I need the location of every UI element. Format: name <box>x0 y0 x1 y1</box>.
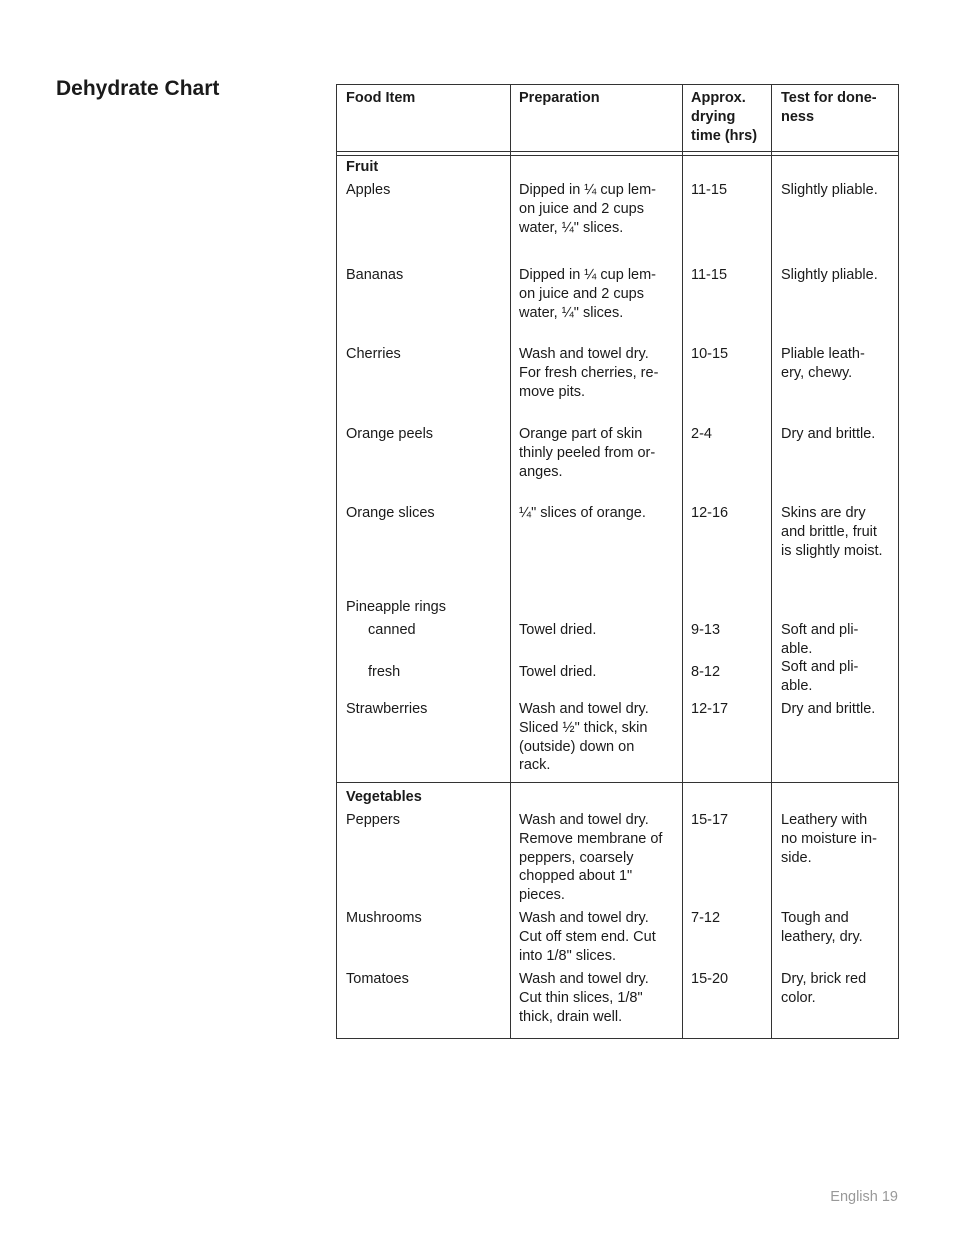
food-item-name: Mushrooms <box>346 910 422 926</box>
header-rule <box>337 155 898 156</box>
preparation-text: Towel dried. <box>519 664 597 680</box>
food-item-subname: canned <box>368 622 416 638</box>
drying-time: 11-15 <box>691 267 728 283</box>
doneness-test: Dry and brittle. <box>781 701 876 717</box>
preparation-text: ¼" slices of orange. <box>519 505 646 521</box>
doneness-test: Slightly pliable. <box>781 267 878 283</box>
preparation-text: Orange part of skin thinly peeled from or- anges. <box>519 426 656 480</box>
drying-time: 12-17 <box>691 701 729 717</box>
preparation-text: Wash and towel dry. Remove membrane of peppers, coarsely chopped about 1" pieces. <box>519 812 663 904</box>
preparation-text: Wash and towel dry. Cut thin slices, 1/8" thick, drain well. <box>519 971 649 1025</box>
header-food-item: Food Item <box>346 90 416 106</box>
drying-time: 12-16 <box>691 505 729 521</box>
drying-time: 15-17 <box>691 812 729 828</box>
food-item-name: Pineapple rings <box>346 599 446 615</box>
drying-time: 7-12 <box>691 910 721 926</box>
drying-time: 9-13 <box>691 622 721 638</box>
food-item-name: Cherries <box>346 346 401 362</box>
section-label-vegetables: Vegetables <box>346 789 422 805</box>
column-divider <box>510 85 511 1038</box>
food-item-name: Orange peels <box>346 426 434 442</box>
header-rule <box>337 151 898 152</box>
doneness-test: Tough and leathery, dry. <box>781 910 863 945</box>
food-item-name: Strawberries <box>346 701 428 717</box>
header-doneness-test: Test for done- ness <box>781 90 877 125</box>
doneness-test: Soft and pli- able. <box>781 622 859 657</box>
doneness-test: Soft and pli- able. <box>781 659 859 694</box>
drying-time: 8-12 <box>691 664 721 680</box>
food-item-subname: fresh <box>368 664 401 680</box>
section-label-fruit: Fruit <box>346 159 379 175</box>
doneness-test: Pliable leath- ery, chewy. <box>781 346 865 381</box>
doneness-test: Leathery with no moisture in- side. <box>781 812 877 866</box>
food-item-name: Tomatoes <box>346 971 409 987</box>
drying-time: 10-15 <box>691 346 729 362</box>
preparation-text: Wash and towel dry. For fresh cherries, re- move pits. <box>519 346 659 400</box>
column-divider <box>771 85 772 1038</box>
dehydrate-chart-table <box>336 84 899 1039</box>
preparation-text: Dipped in ¼ cup lem- on juice and 2 cups water, ¼" slices. <box>519 267 657 321</box>
doneness-test: Dry, brick red color. <box>781 971 867 1006</box>
column-divider <box>682 85 683 1038</box>
preparation-text: Wash and towel dry. Sliced ½" thick, skin (outside) down on rack. <box>519 701 649 774</box>
header-preparation: Preparation <box>519 90 600 106</box>
food-item-name: Peppers <box>346 812 401 828</box>
food-item-name: Bananas <box>346 267 404 283</box>
food-item-name: Orange slices <box>346 505 435 521</box>
doneness-test: Skins are dry and brittle, fruit is slightly moist. <box>781 505 883 559</box>
drying-time: 11-15 <box>691 182 728 198</box>
page-footer: English 19 <box>830 1189 898 1205</box>
section-divider <box>337 782 898 783</box>
header-drying-time: Approx. drying time (hrs) <box>691 90 758 144</box>
preparation-text: Wash and towel dry. Cut off stem end. Cut into 1/8" slices. <box>519 910 656 964</box>
page-title: Dehydrate Chart <box>56 77 220 100</box>
preparation-text: Dipped in ¼ cup lem- on juice and 2 cups water, ¼" slices. <box>519 182 657 236</box>
drying-time: 15-20 <box>691 971 729 987</box>
doneness-test: Dry and brittle. <box>781 426 876 442</box>
food-item-name: Apples <box>346 182 391 198</box>
doneness-test: Slightly pliable. <box>781 182 878 198</box>
drying-time: 2-4 <box>691 426 712 442</box>
preparation-text: Towel dried. <box>519 622 597 638</box>
